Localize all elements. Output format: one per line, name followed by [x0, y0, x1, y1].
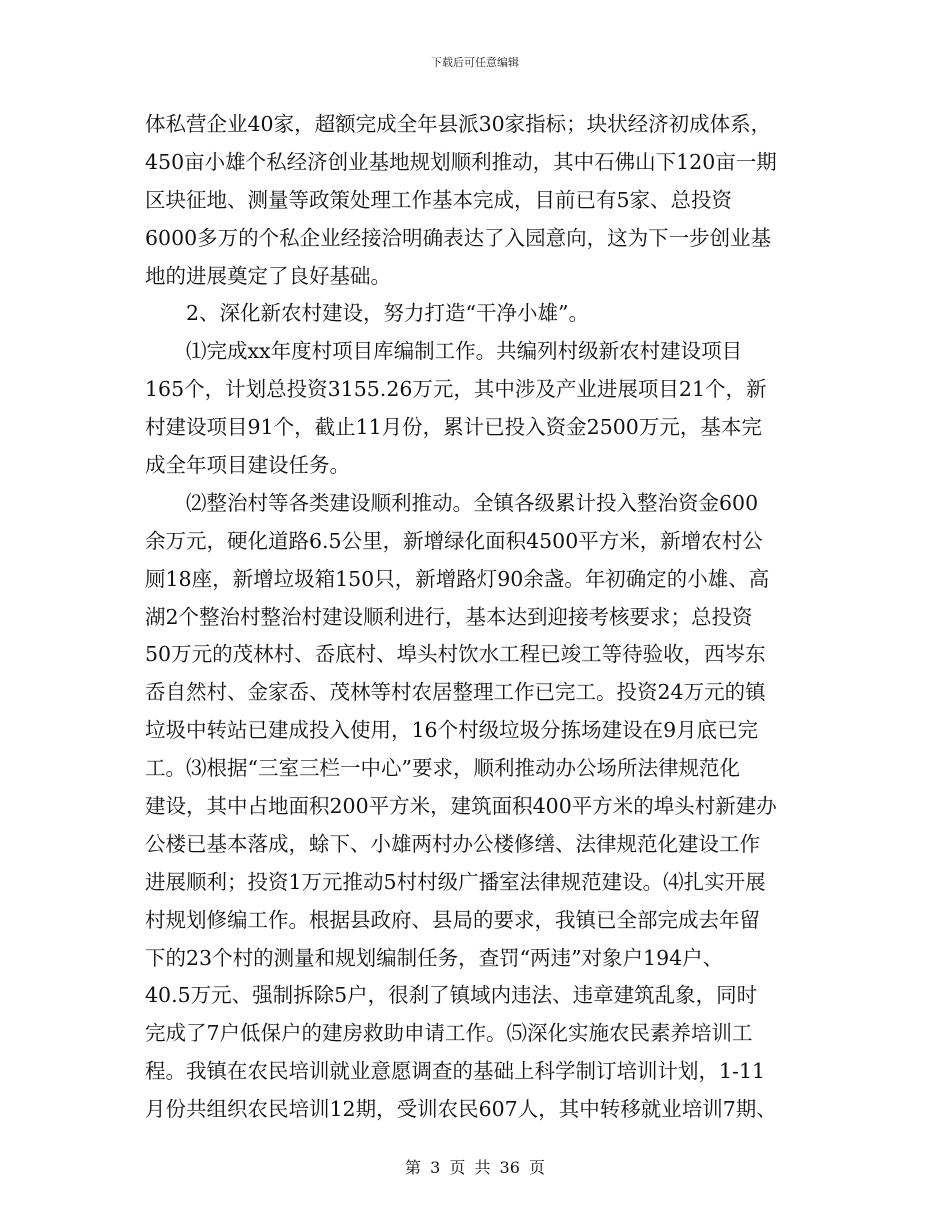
text-line: 厕18座，新增垃圾箱150只，新增路灯90余盏。年初确定的小雄、高 — [145, 566, 770, 591]
text-line: 程。我镇在农民培训就业意愿调查的基础上科学制订培训计划，1-11 — [145, 1059, 766, 1084]
text-line: 湖2个整治村整治村建设顺利进行，基本达到迎接考核要求；总投资 — [145, 604, 753, 629]
text-line: 6000多万的个私企业经接洽明确表达了入园意向，这为下一步创业基 — [145, 225, 772, 250]
text-line: 建设，其中占地面积200平方米，建筑面积400平方米的埠头村新建办 — [145, 794, 777, 819]
text-line: 公楼已基本落成，蜍下、小雄两村办公楼修缮、法律规范化建设工作 — [145, 831, 760, 856]
text-line: 垃圾中转站已建成投入使用，16个村级垃圾分拣场建设在9月底已完 — [145, 718, 759, 743]
document-body — [145, 106, 810, 1129]
text-line: 工。⑶根据“三室三栏一中心”要求，顺利推动办公场所法律规范化 — [145, 756, 740, 781]
text-line: 成全年项目建设任务。 — [145, 453, 350, 478]
text-line: 地的进展奠定了良好基础。 — [145, 263, 391, 288]
text-line: 村建设项目91个，截止11月份，累计已投入资金2500万元，基本完 — [145, 415, 762, 440]
text-line: ⑴完成xx年度村项目库编制工作。共编列村级新农村建设项目 — [186, 339, 743, 364]
text-line: 下的23个村的测量和规划编制任务，查罚“两违”对象户194户、 — [145, 945, 724, 970]
text-line: 2、深化新农村建设，努力打造“干净小雄”。 — [186, 301, 590, 326]
text-line: 40.5万元、强制拆除5户，很刹了镇域内违法、违章建筑乱象，同时 — [145, 983, 758, 1008]
text-line: 月份共组织农民培训12期，受训农民607人，其中转移就业培训7期、 — [145, 1097, 777, 1122]
text-line: 村规划修编工作。根据县政府、县局的要求，我镇已全部完成去年留 — [145, 907, 760, 932]
text-line: 余万元，硬化道路6.5公里，新增绿化面积4500平方米，新增农村公 — [145, 528, 763, 553]
text-line: 区块征地、测量等政策处理工作基本完成，目前已有5家、总投资 — [145, 187, 733, 212]
page-header: 下载后可任意编辑 — [431, 56, 519, 69]
text-line: 165个，计划总投资3155.26万元，其中涉及产业进展项目21个，新 — [145, 377, 767, 402]
text-line: 岙自然村、金家岙、茂林等村农居整理工作已完工。投资24万元的镇 — [145, 680, 766, 705]
text-line: 450亩小雄个私经济创业基地规划顺利推动，其中石佛山下120亩一期 — [145, 149, 777, 174]
text-line: 50万元的茂林村、岙底村、埠头村饮水工程已竣工等待验收，西岑东 — [145, 642, 766, 667]
text-line: 进展顺利；投资1万元推动5村村级广播室法律规范建设。⑷扎实开展 — [145, 869, 766, 894]
text-line: ⑵整治村等各类建设顺利推动。全镇各级累计投入整治资金600 — [186, 490, 759, 515]
page-footer: 第 3 页 共 36 页 — [405, 1158, 545, 1177]
text-line: 完成了7户低保户的建房救助申请工作。⑸深化实施农民素养培训工 — [145, 1021, 753, 1046]
text-line: 体私营企业40家，超额完成全年县派30家指标；块状经济初成体系， — [145, 112, 772, 136]
